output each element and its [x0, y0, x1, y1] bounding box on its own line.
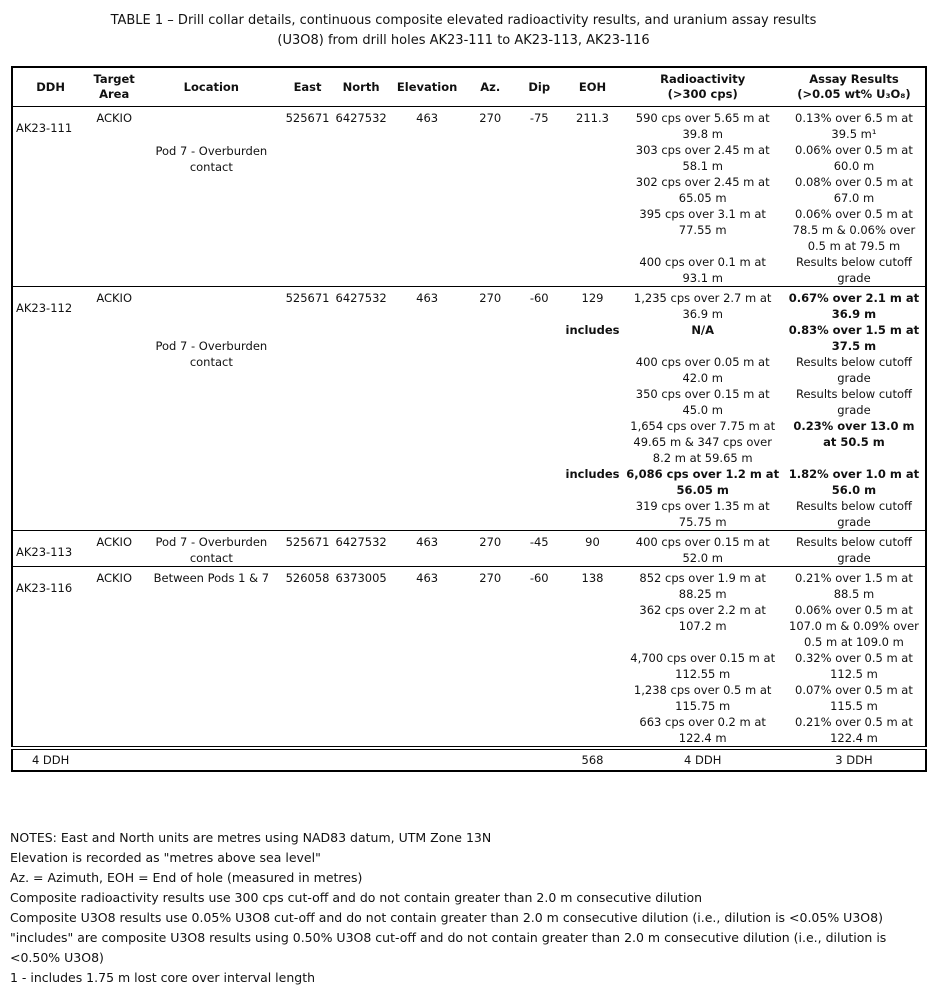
cell-ddh: [12, 107, 88, 287]
cell-dip-text: -45: [529, 535, 549, 549]
cell-assay-results: 0.67% over 2.1 m at 36.9 m: [783, 287, 926, 323]
cell-eoh: [563, 354, 623, 386]
note-line: Az. = Azimuth, EOH = End of hole (measured in metres): [10, 870, 363, 885]
summary-ddh-count: 4 DDH: [12, 748, 88, 771]
cell-location: [140, 287, 283, 531]
cell-radioactivity: 400 cps over 0.15 m at 52.0 m: [622, 531, 782, 567]
cell-azimuth-text: 270: [479, 291, 502, 305]
col-header-sublabel: (>0.05 wt% U₃O₈): [797, 87, 911, 101]
cell-north: [333, 567, 390, 749]
cell-target-area-text: ACKIO: [96, 291, 132, 305]
cell-azimuth: [464, 107, 515, 287]
drill-results-table: [11, 66, 927, 772]
cell-azimuth-text: 270: [479, 535, 502, 549]
cell-assay-results: 0.07% over 0.5 m at 115.5 m: [795, 683, 913, 713]
cell-east-text: 525671: [285, 111, 330, 125]
cell-dip: [516, 107, 563, 287]
cell-radioactivity: 1,654 cps over 7.75 m at 49.65 m & 347 cps over 8.2 m at 59.65 m: [630, 419, 776, 465]
cell-target-area: [88, 567, 140, 749]
summary-assay-count: 3 DDH: [783, 748, 926, 771]
cell-radioactivity: 350 cps over 0.15 m at 45.0 m: [635, 387, 770, 417]
col-header-label: Assay Results: [809, 72, 899, 86]
col-header-dip: [516, 67, 563, 107]
col-header-label: Az.: [480, 79, 501, 94]
col-header-eoh: [563, 67, 623, 107]
cell-azimuth: [464, 287, 515, 531]
cell-ddh-text: AK23-113: [16, 545, 73, 559]
cell-ddh-text: AK23-116: [16, 581, 73, 595]
cell-assay-results: 0.06% over 0.5 m at 78.5 m & 0.06% over 0.5 m at 79.5 m: [792, 207, 916, 253]
summary-radioactivity-count: 4 DDH: [622, 748, 782, 771]
note-line: Composite U3O8 results use 0.05% U3O8 cut-off and do not contain greater than 2.0 m consecutive dilution (i.e., dilution is <0.05% U3O8): [10, 910, 883, 925]
table-title-line2: (U3O8) from drill holes AK23-111 to AK23-113, AK23-116: [277, 33, 650, 48]
cell-includes: includes: [565, 467, 620, 481]
table-title: [0, 11, 927, 51]
col-header-elevation: [390, 67, 465, 107]
cell-radioactivity: 852 cps over 1.9 m at 88.25 m: [622, 567, 782, 603]
note-line: 1 - includes 1.75 m lost core over interval length: [10, 970, 316, 985]
cell-east-text: 526058: [285, 571, 330, 585]
cell-dip-text: -60: [529, 291, 549, 305]
cell-eoh: [563, 714, 623, 748]
note-line: Elevation is recorded as "metres above sea level": [10, 850, 321, 865]
col-header-label: East: [293, 79, 322, 94]
cell-assay-results: 0.08% over 0.5 m at 67.0 m: [795, 175, 913, 205]
header-row: [12, 67, 926, 107]
cell-radioactivity: 319 cps over 1.35 m at 75.75 m: [635, 499, 770, 529]
cell-radioactivity: 400 cps over 0.05 m at 42.0 m: [635, 355, 770, 385]
col-header-label: Dip: [528, 79, 551, 94]
col-header-azimuth: [464, 67, 515, 107]
col-header-label: Location: [183, 79, 239, 94]
col-header-label: Radioactivity: [660, 72, 746, 86]
cell-east-text: 525671: [285, 535, 330, 549]
cell-target-area: [88, 287, 140, 531]
cell-elevation: [390, 531, 465, 567]
cell-eoh: [563, 602, 623, 650]
cell-target-area-text: ACKIO: [96, 535, 132, 549]
cell-east: [283, 287, 333, 531]
cell-elevation: [390, 107, 465, 287]
cell-eoh: [563, 498, 623, 531]
col-header-sublabel: (>300 cps): [667, 87, 738, 101]
cell-north-text: 6427532: [335, 291, 387, 305]
cell-assay-results: 1.82% over 1.0 m at 56.0 m: [788, 467, 920, 497]
cell-assay-results: 0.06% over 0.5 m at 107.0 m & 0.09% over 0.5 m at 109.0 m: [789, 603, 919, 649]
cell-eoh: [563, 206, 623, 254]
cell-elevation-text: 463: [416, 571, 439, 585]
cell-east: [283, 107, 333, 287]
cell-location-text: Pod 7 - Overburden contact: [155, 535, 268, 565]
col-header-label: DDH: [36, 79, 65, 94]
cell-radioactivity: 6,086 cps over 1.2 m at 56.05 m: [626, 467, 780, 497]
cell-assay-results: Results below cutoff grade: [795, 355, 912, 385]
note-line: NOTES: East and North units are metres using NAD83 datum, UTM Zone 13N: [10, 830, 492, 845]
cell-radioactivity: N/A: [691, 323, 715, 337]
cell-radioactivity: 362 cps over 2.2 m at 107.2 m: [639, 603, 766, 633]
cell-dip-text: -75: [529, 111, 549, 125]
summary-row: [12, 748, 926, 771]
cell-includes: includes: [565, 323, 620, 337]
table-title-line1: TABLE 1 – Drill collar details, continuous composite elevated radioactivity results, and uranium assay results: [110, 13, 817, 28]
cell-location-text: Between Pods 1 & 7: [153, 571, 270, 585]
table-footer: [12, 748, 926, 771]
cell-radioactivity: 663 cps over 0.2 m at 122.4 m: [639, 715, 766, 745]
cell-assay-results: 0.06% over 0.5 m at 60.0 m: [795, 143, 913, 173]
cell-east: [283, 567, 333, 749]
cell-azimuth: [464, 531, 515, 567]
cell-elevation-text: 463: [416, 111, 439, 125]
cell-ddh-text: AK23-111: [16, 121, 73, 135]
cell-assay-results: Results below cutoff grade: [795, 387, 912, 417]
cell-north-text: 6427532: [335, 111, 387, 125]
col-header-radioactivity: [622, 67, 782, 107]
cell-eoh: [563, 682, 623, 714]
cell-eoh: 90: [563, 531, 623, 567]
cell-radioactivity: 1,238 cps over 0.5 m at 115.75 m: [633, 683, 772, 713]
result-row: [12, 287, 926, 323]
cell-location: [140, 107, 283, 287]
cell-radioactivity: 302 cps over 2.45 m at 65.05 m: [635, 175, 770, 205]
cell-ddh: [12, 531, 88, 567]
cell-eoh: 129: [563, 287, 623, 323]
cell-azimuth-text: 270: [479, 571, 502, 585]
col-header-sublabel: Area: [99, 87, 130, 101]
cell-assay-results: Results below cutoff grade: [795, 499, 912, 529]
cell-eoh: 138: [563, 567, 623, 603]
col-header-target-area: [88, 67, 140, 107]
cell-elevation: [390, 287, 465, 531]
cell-assay-results: Results below cutoff grade: [795, 255, 912, 285]
result-row: [12, 567, 926, 603]
cell-dip: [516, 567, 563, 749]
col-header-east: [283, 67, 333, 107]
cell-ddh: [12, 287, 88, 531]
cell-elevation-text: 463: [416, 535, 439, 549]
cell-assay-results: 0.83% over 1.5 m at 37.5 m: [788, 323, 920, 353]
col-header-north: [333, 67, 390, 107]
col-header-label: Target: [93, 72, 135, 86]
cell-north: [333, 287, 390, 531]
summary-spacer: [88, 748, 562, 771]
cell-target-area: [88, 107, 140, 287]
cell-north-text: 6373005: [335, 571, 387, 585]
cell-north: [333, 107, 390, 287]
cell-assay-results: Results below cutoff grade: [783, 531, 926, 567]
cell-location-text: Pod 7 - Overburden contact: [155, 144, 268, 174]
cell-ddh: [12, 567, 88, 749]
cell-azimuth-text: 270: [479, 111, 502, 125]
result-row: [12, 531, 926, 567]
cell-ddh-text: AK23-112: [16, 301, 73, 315]
cell-eoh: [563, 174, 623, 206]
cell-radioactivity: 1,235 cps over 2.7 m at 36.9 m: [622, 287, 782, 323]
cell-dip: [516, 531, 563, 567]
cell-radioactivity: 303 cps over 2.45 m at 58.1 m: [635, 143, 770, 173]
cell-eoh: [563, 142, 623, 174]
summary-eoh-total: 568: [563, 748, 623, 771]
cell-eoh: [563, 418, 623, 466]
cell-assay-results: 0.13% over 6.5 m at 39.5 m¹: [783, 107, 926, 143]
cell-north: [333, 531, 390, 567]
col-header-label: EOH: [578, 79, 607, 94]
col-header-ddh: [12, 67, 88, 107]
notes-block: [10, 828, 917, 988]
cell-radioactivity: 400 cps over 0.1 m at 93.1 m: [639, 255, 766, 285]
cell-radioactivity: 395 cps over 3.1 m at 77.55 m: [639, 207, 766, 237]
cell-target-area-text: ACKIO: [96, 571, 132, 585]
cell-east: [283, 531, 333, 567]
cell-location: [140, 567, 283, 749]
cell-east-text: 525671: [285, 291, 330, 305]
document-page: [0, 11, 927, 986]
cell-assay-results: 0.32% over 0.5 m at 112.5 m: [795, 651, 913, 681]
cell-radioactivity: 590 cps over 5.65 m at 39.8 m: [622, 107, 782, 143]
cell-eoh: [563, 650, 623, 682]
cell-north-text: 6427532: [335, 535, 387, 549]
col-header-location: [140, 67, 283, 107]
result-row: [12, 107, 926, 143]
note-line: "includes" are composite U3O8 results using 0.50% U3O8 cut-off and do not contain greater than 2.0 m consecutive dilution (i.e., dilution is <0.50% U3O8): [10, 930, 887, 965]
col-header-label: North: [342, 79, 380, 94]
cell-location: [140, 531, 283, 567]
col-header-assay-results: [783, 67, 926, 107]
cell-target-area-text: ACKIO: [96, 111, 132, 125]
cell-eoh: [563, 386, 623, 418]
cell-dip: [516, 287, 563, 531]
cell-elevation: [390, 567, 465, 749]
table-header-row: [12, 67, 926, 107]
cell-radioactivity: 4,700 cps over 0.15 m at 112.55 m: [630, 651, 776, 681]
cell-assay-results: 0.21% over 1.5 m at 88.5 m: [783, 567, 926, 603]
note-line: Composite radioactivity results use 300 cps cut-off and do not contain greater than 2.0 m consecutive dilution: [10, 890, 703, 905]
cell-assay-results: 0.23% over 13.0 m at 50.5 m: [793, 419, 915, 449]
col-header-label: Elevation: [396, 79, 458, 94]
table-body: [12, 107, 926, 749]
cell-target-area: [88, 531, 140, 567]
cell-eoh: [563, 254, 623, 287]
cell-assay-results: 0.21% over 0.5 m at 122.4 m: [795, 715, 913, 745]
cell-eoh: 211.3: [563, 107, 623, 143]
cell-location-text: Pod 7 - Overburden contact: [155, 339, 268, 369]
cell-azimuth: [464, 567, 515, 749]
cell-elevation-text: 463: [416, 291, 439, 305]
cell-dip-text: -60: [529, 571, 549, 585]
